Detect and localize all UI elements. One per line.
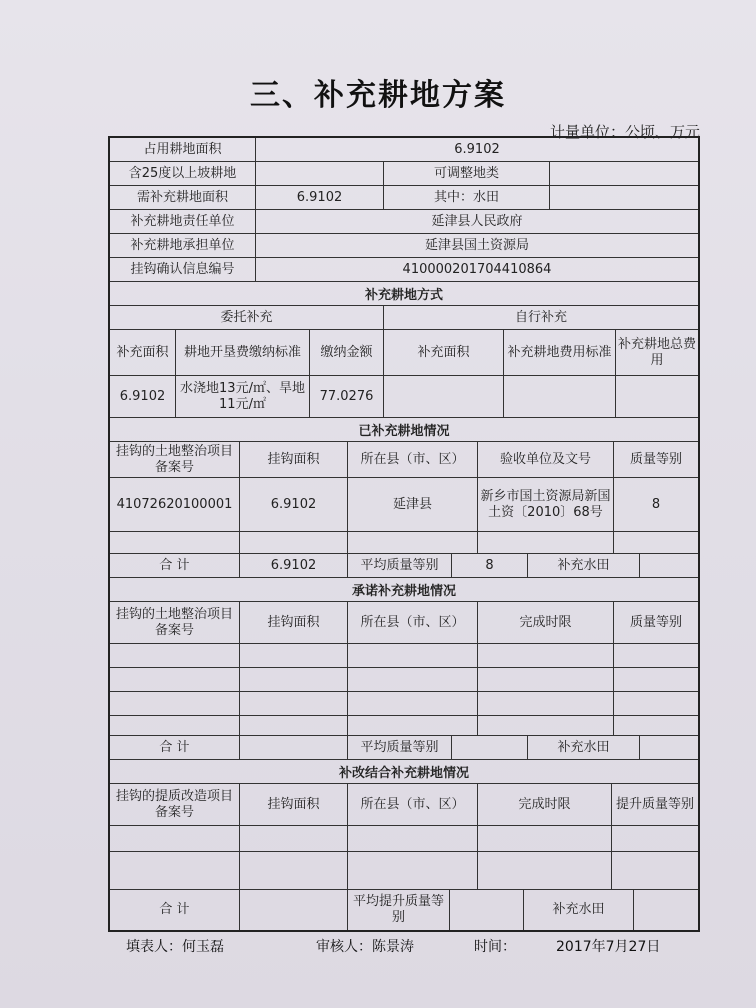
need-area-label: 需补充耕地面积 xyxy=(110,186,256,209)
self-fee-value xyxy=(504,376,616,417)
method-fee-std-value: 水浇地13元/㎡、旱地11元/㎡ xyxy=(176,376,310,417)
table-row xyxy=(110,736,698,760)
paddy-label: 其中：水田 xyxy=(384,186,550,209)
promise-total-label: 合 计 xyxy=(110,736,240,759)
done-project-header: 挂钩的土地整治项目备案号 xyxy=(110,442,240,477)
table-row xyxy=(110,478,698,532)
table-row xyxy=(110,186,698,210)
supplement-plan-table xyxy=(108,136,700,932)
table-row xyxy=(110,258,698,282)
entrust-title: 委托补充 xyxy=(110,306,384,329)
bear-unit-value: 延津县国土资源局 xyxy=(424,237,529,253)
section-header xyxy=(110,282,698,306)
improve-project-header: 挂钩的提质改造项目备案号 xyxy=(110,784,240,825)
improve-section-title: 补改结合补充耕地情况 xyxy=(338,766,469,781)
promise-time-header: 完成时限 xyxy=(478,602,614,643)
done-paddy-label: 补充水田 xyxy=(528,554,640,577)
self-total-header: 补充耕地总费用 xyxy=(618,336,697,368)
reviewer-label: 审核人：陈景涛 xyxy=(316,939,414,955)
done-total-area: 6.9102 xyxy=(240,554,348,577)
promise-grade-header: 质量等别 xyxy=(629,614,682,630)
done-county-header: 所在县（市、区） xyxy=(348,442,478,477)
self-area-header: 补充面积 xyxy=(384,330,504,375)
improve-total-label: 合 计 xyxy=(110,890,240,930)
table-row xyxy=(110,306,698,330)
self-area-value xyxy=(384,376,504,417)
done-grade-cell: 8 xyxy=(651,496,661,512)
promise-county-header: 所在县（市、区） xyxy=(348,602,478,643)
self-fee-header: 补充耕地费用标准 xyxy=(504,330,616,375)
need-area-value: 6.9102 xyxy=(256,186,384,209)
paddy-value xyxy=(550,186,698,209)
promise-area-header: 挂钩面积 xyxy=(240,602,348,643)
self-total-value xyxy=(616,376,698,417)
resp-unit-label: 补充耕地责任单位 xyxy=(110,210,256,233)
method-section-title: 补充耕地方式 xyxy=(364,288,443,303)
unit-label: 计量单位：公顷、万元 xyxy=(549,123,700,141)
table-row xyxy=(110,852,698,890)
table-row xyxy=(110,554,698,578)
table-row xyxy=(110,376,698,418)
promise-avg-label: 平均质量等别 xyxy=(348,736,452,759)
table-row xyxy=(110,668,698,692)
method-amount-value: 77.0276 xyxy=(310,376,384,417)
table-row xyxy=(110,138,698,162)
improve-grade-header: 提升质量等别 xyxy=(615,796,694,812)
section-header xyxy=(110,760,698,784)
table-row xyxy=(110,826,698,852)
table-row xyxy=(110,532,698,554)
done-accept-cell: 新乡市国土资源局新国土资〔2010〕68号 xyxy=(478,478,614,531)
table-row xyxy=(110,692,698,716)
bear-unit-label: 补充耕地承担单位 xyxy=(110,234,256,257)
done-avg-label: 平均质量等别 xyxy=(348,554,452,577)
promise-paddy-label: 补充水田 xyxy=(528,736,640,759)
table-row xyxy=(110,442,698,478)
occupied-area-label: 占用耕地面积 xyxy=(110,138,256,161)
section-header xyxy=(110,578,698,602)
page-title: 三、补充耕地方案 xyxy=(250,78,506,113)
done-area-cell: 6.9102 xyxy=(240,478,348,531)
done-area-header: 挂钩面积 xyxy=(240,442,348,477)
improve-county-header: 所在县（市、区） xyxy=(348,784,478,825)
time-label: 时间： xyxy=(474,939,516,955)
section-header xyxy=(110,418,698,442)
table-row xyxy=(110,602,698,644)
adjustable-value xyxy=(550,162,698,185)
done-paddy-value xyxy=(640,554,698,577)
done-county-cell: 延津县 xyxy=(348,478,478,531)
self-title: 自行补充 xyxy=(514,309,567,325)
method-amount-header: 缴纳金额 xyxy=(310,330,384,375)
table-row xyxy=(110,234,698,258)
table-row xyxy=(110,210,698,234)
done-total-label: 合 计 xyxy=(110,554,240,577)
done-accept-header: 验收单位及文号 xyxy=(478,442,614,477)
filler-label: 填表人：何玉磊 xyxy=(126,939,224,955)
table-row xyxy=(110,716,698,736)
slope-value xyxy=(256,162,384,185)
table-row xyxy=(110,644,698,668)
done-avg-value: 8 xyxy=(452,554,528,577)
done-section-title: 已补充耕地情况 xyxy=(358,424,450,439)
table-row xyxy=(110,890,698,930)
table-row xyxy=(110,162,698,186)
resp-unit-value: 延津县人民政府 xyxy=(431,213,523,229)
promise-project-header: 挂钩的土地整治项目备案号 xyxy=(110,602,240,643)
method-fee-std-header: 耕地开垦费缴纳标准 xyxy=(176,330,310,375)
slope-label: 含25度以上坡耕地 xyxy=(110,162,256,185)
table-row xyxy=(110,330,698,376)
improve-avg-label: 平均提升质量等别 xyxy=(348,890,450,930)
date-value: 2017年7月27日 xyxy=(556,939,661,955)
done-grade-header: 质量等别 xyxy=(629,451,682,467)
improve-area-header: 挂钩面积 xyxy=(240,784,348,825)
confirm-no-value: 410000201704410864 xyxy=(402,261,552,277)
done-project-cell: 41072620100001 xyxy=(110,478,240,531)
promise-section-title: 承诺补充耕地情况 xyxy=(351,584,456,599)
method-area-header: 补充面积 xyxy=(110,330,176,375)
method-area-value: 6.9102 xyxy=(110,376,176,417)
occupied-area-value: 6.9102 xyxy=(454,141,500,157)
table-row xyxy=(110,784,698,826)
confirm-no-label: 挂钩确认信息编号 xyxy=(110,258,256,281)
improve-time-header: 完成时限 xyxy=(478,784,612,825)
adjustable-label: 可调整地类 xyxy=(384,162,550,185)
improve-paddy-label: 补充水田 xyxy=(524,890,634,930)
